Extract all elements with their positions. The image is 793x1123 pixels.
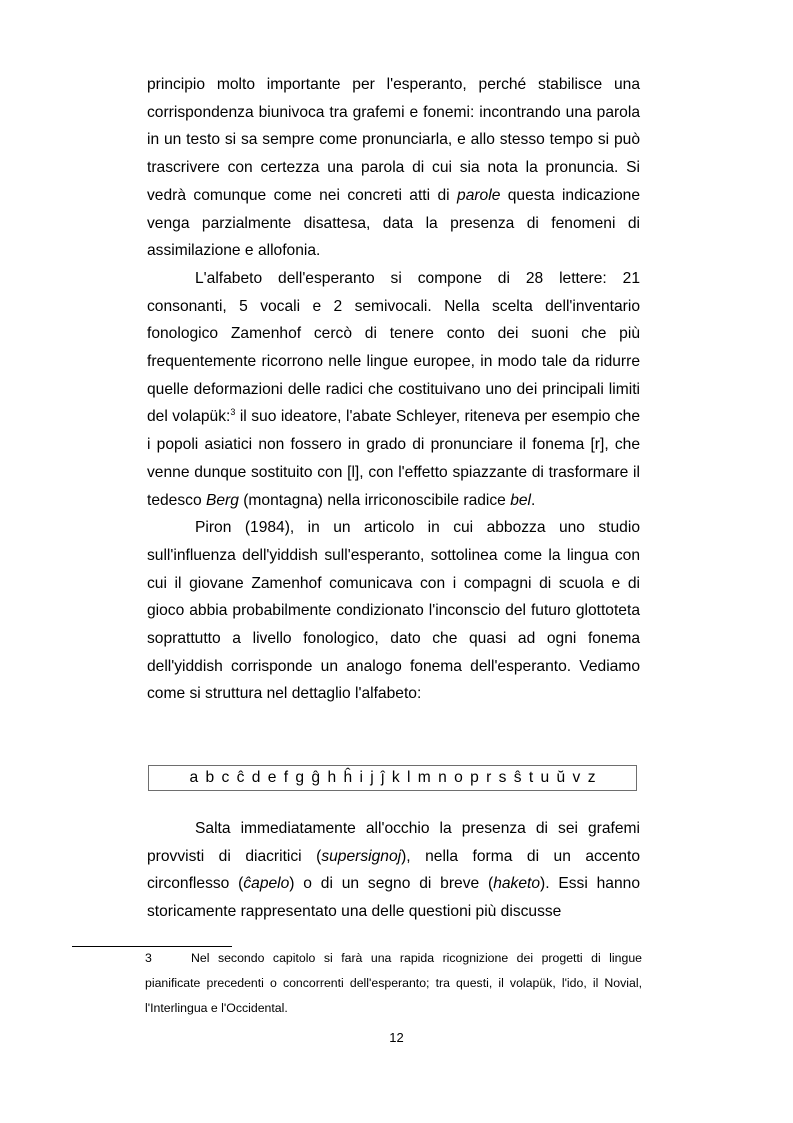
italic-term: bel xyxy=(510,491,532,509)
footnote xyxy=(145,946,642,1021)
text-span: Salta immediatamente all'occhio la presenza di sei grafemi provvisti di diacritici ( xyxy=(147,820,640,865)
text-span: ), nella forma di un accento circonflesso ( xyxy=(147,847,640,893)
text-span: principio molto importante per l'esperanto, perché stabilisce una corrispondenza biunivoca tra grafemi e fonemi: incontrando una parola in un testo si sa sempre come pronunciarla, e allo stesso tempo si può trascrivere con certezza una parola di cui sia nota la pronuncia. Si vedrà comunque come nei concreti atti di xyxy=(147,76,640,204)
text-span: ). Essi hanno storicamente rappresentato una delle questioni più discusse xyxy=(147,875,640,921)
italic-term: parole xyxy=(457,186,501,204)
paragraph-1 xyxy=(147,71,640,265)
text-span: (montagna) nella irriconoscibile radice xyxy=(238,491,511,509)
text-span: ) o di un segno di breve ( xyxy=(289,875,494,893)
main-text xyxy=(147,71,640,708)
alphabet-box xyxy=(148,765,637,791)
italic-term: Berg xyxy=(205,491,239,509)
paragraph-2 xyxy=(147,265,640,514)
footnote-number: 3 xyxy=(145,951,152,965)
page-number: 12 xyxy=(389,1030,404,1045)
footnote-reference[interactable]: 3 xyxy=(230,407,236,418)
italic-term: supersignoj xyxy=(321,847,402,865)
text-span: L'alfabeto dell'esperanto si compone di 28 lettere: 21 consonanti, 5 vocali e 2 semivocali. Nella scelta dell'inventario fonologico Zamenhof cercò di tenere conto dei suoni che più frequentemente ricorrono nelle lingue europee, in modo tale da ridurre quelle deformazioni delle radici che costituivano uno dei principali limiti del volapük: xyxy=(147,269,640,426)
alphabet-letters: a b c ĉ d e f g ĝ h ĥ i j ĵ k l m n o p r s ŝ t u ŭ v z xyxy=(189,769,596,786)
footnote-text: Nel secondo capitolo si farà una rapida ricognizione dei progetti di lingue pianificate precedenti o concorrenti dell'esperanto; tra questi, il volapük, l'ido, il Novial, l'Interlingua e l'Occidental. xyxy=(145,951,642,1015)
text-span: . xyxy=(531,491,536,509)
paragraph-4 xyxy=(147,815,640,926)
italic-term: haketo xyxy=(493,875,541,893)
text-span: il suo ideatore, l'abate Schleyer, riteneva per esempio che i popoli asiatici non fossero in grado di pronunciare il fonema [r], che venne dunque sostituito con [l], con l'effetto spiazzante di trasformare il tedesco xyxy=(147,408,640,509)
italic-term: ĉapelo xyxy=(243,875,290,893)
continuation-text xyxy=(147,815,640,926)
text-span: questa indicazione venga parzialmente disattesa, data la presenza di fenomeni di assimilazione e allofonia. xyxy=(147,186,640,260)
paragraph-3: Piron (1984), in un articolo in cui abbozza uno studio sull'influenza dell'yiddish sull'esperanto, sottolinea come la lingua con cui il giovane Zamenhof comunicava con i compagni di scuola e di gioco abbia probabilmente condizionato l'inconscio del futuro glottoteta soprattutto a livello fonologico, dato che quasi ad ogni fonema dell'yiddish corrisponde un analogo fonema dell'esperanto. Vediamo come si struttura nel dettaglio l'alfabeto: xyxy=(147,519,640,703)
